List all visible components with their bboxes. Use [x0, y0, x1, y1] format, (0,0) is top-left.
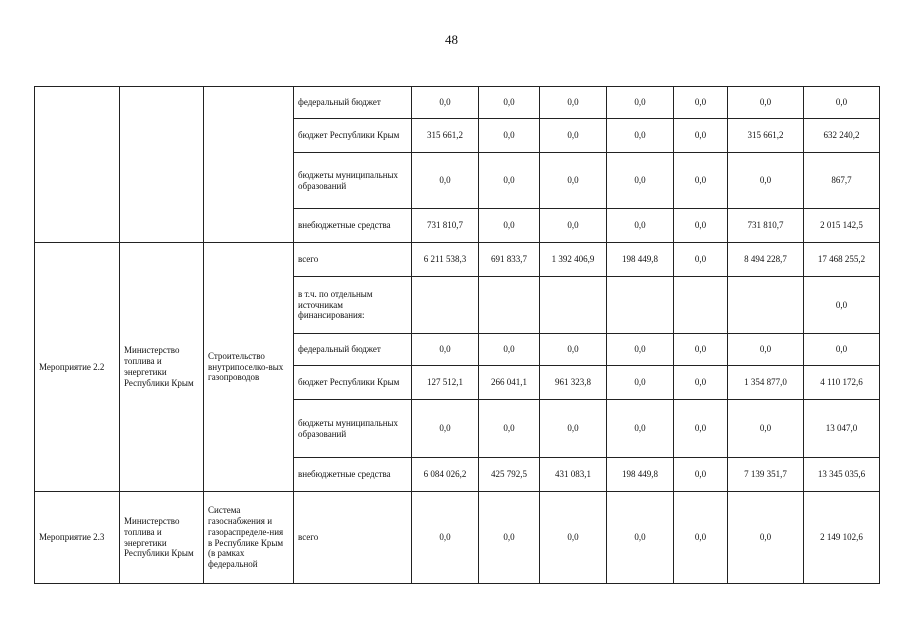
page-number: 48	[445, 32, 458, 47]
value-cell	[412, 277, 479, 334]
table-row	[35, 492, 880, 584]
value-cell: 0,0	[674, 334, 728, 366]
value-cell: 0,0	[479, 119, 540, 153]
value-cell: 867,7	[804, 153, 880, 209]
value-cell: 0,0	[479, 87, 540, 119]
table-row	[35, 87, 880, 119]
value-cell: 7 139 351,7	[728, 458, 804, 492]
funding-source: всего	[294, 492, 412, 584]
funding-source: федеральный бюджет	[294, 87, 412, 119]
value-cell: 431 083,1	[540, 458, 607, 492]
funding-source: бюджеты муниципальных образований	[294, 153, 412, 209]
value-cell: 0,0	[412, 400, 479, 458]
budget-table	[34, 86, 880, 584]
value-cell	[607, 277, 674, 334]
table-row	[35, 243, 880, 277]
event-executor: Министерство топлива и энергетики Республики Крым	[120, 243, 204, 492]
value-cell: 8 494 228,7	[728, 243, 804, 277]
funding-source: в т.ч. по отдельным источникам финансирования:	[294, 277, 412, 334]
event-title: Система газоснабжения и газораспределе-ния в Республике Крым (в рамках федеральной	[204, 492, 294, 584]
value-cell: 0,0	[728, 492, 804, 584]
value-cell: 6 084 026,2	[412, 458, 479, 492]
event-executor: Министерство топлива и энергетики Республики Крым	[120, 492, 204, 584]
value-cell: 0,0	[607, 153, 674, 209]
value-cell: 0,0	[607, 366, 674, 400]
value-cell: 0,0	[607, 334, 674, 366]
event-title: Строительство внутрипоселко-вых газопроводов	[204, 243, 294, 492]
value-cell: 315 661,2	[412, 119, 479, 153]
value-cell: 0,0	[540, 119, 607, 153]
value-cell: 13 047,0	[804, 400, 880, 458]
value-cell: 0,0	[674, 119, 728, 153]
value-cell: 1 392 406,9	[540, 243, 607, 277]
value-cell: 0,0	[728, 153, 804, 209]
event-name: Мероприятие 2.3	[35, 492, 120, 584]
funding-source: внебюджетные средства	[294, 209, 412, 243]
value-cell	[674, 277, 728, 334]
value-cell: 731 810,7	[412, 209, 479, 243]
value-cell: 632 240,2	[804, 119, 880, 153]
value-cell: 0,0	[479, 492, 540, 584]
funding-source: федеральный бюджет	[294, 334, 412, 366]
value-cell: 4 110 172,6	[804, 366, 880, 400]
value-cell: 0,0	[728, 87, 804, 119]
value-cell: 425 792,5	[479, 458, 540, 492]
value-cell: 13 345 035,6	[804, 458, 880, 492]
value-cell: 731 810,7	[728, 209, 804, 243]
value-cell: 0,0	[728, 400, 804, 458]
value-cell: 266 041,1	[479, 366, 540, 400]
value-cell: 0,0	[412, 87, 479, 119]
value-cell: 0,0	[540, 492, 607, 584]
value-cell: 0,0	[412, 153, 479, 209]
value-cell: 315 661,2	[728, 119, 804, 153]
value-cell: 0,0	[540, 87, 607, 119]
value-cell: 0,0	[540, 334, 607, 366]
funding-source: бюджеты муниципальных образований	[294, 400, 412, 458]
value-cell: 2 015 142,5	[804, 209, 880, 243]
value-cell: 0,0	[674, 458, 728, 492]
funding-source: всего	[294, 243, 412, 277]
value-cell: 0,0	[540, 209, 607, 243]
value-cell: 198 449,8	[607, 243, 674, 277]
value-cell: 0,0	[479, 209, 540, 243]
value-cell: 0,0	[412, 334, 479, 366]
value-cell: 0,0	[728, 334, 804, 366]
value-cell: 0,0	[674, 366, 728, 400]
value-cell: 1 354 877,0	[728, 366, 804, 400]
value-cell: 0,0	[540, 153, 607, 209]
funding-source: внебюджетные средства	[294, 458, 412, 492]
funding-source: бюджет Республики Крым	[294, 366, 412, 400]
value-cell: 2 149 102,6	[804, 492, 880, 584]
value-cell: 0,0	[804, 277, 880, 334]
funding-source: бюджет Республики Крым	[294, 119, 412, 153]
value-cell: 17 468 255,2	[804, 243, 880, 277]
value-cell: 0,0	[479, 153, 540, 209]
value-cell: 0,0	[674, 400, 728, 458]
value-cell: 0,0	[674, 492, 728, 584]
value-cell: 0,0	[479, 400, 540, 458]
value-cell: 0,0	[674, 153, 728, 209]
value-cell: 0,0	[804, 334, 880, 366]
value-cell: 0,0	[607, 119, 674, 153]
value-cell: 0,0	[479, 334, 540, 366]
value-cell: 6 211 538,3	[412, 243, 479, 277]
value-cell: 961 323,8	[540, 366, 607, 400]
value-cell: 0,0	[607, 87, 674, 119]
value-cell: 0,0	[674, 209, 728, 243]
value-cell	[728, 277, 804, 334]
value-cell: 127 512,1	[412, 366, 479, 400]
value-cell: 0,0	[674, 87, 728, 119]
continuation-executor-cell	[120, 87, 204, 243]
value-cell: 0,0	[607, 209, 674, 243]
value-cell: 0,0	[607, 400, 674, 458]
event-name: Мероприятие 2.2	[35, 243, 120, 492]
value-cell	[540, 277, 607, 334]
value-cell: 198 449,8	[607, 458, 674, 492]
value-cell: 0,0	[540, 400, 607, 458]
value-cell: 0,0	[674, 243, 728, 277]
value-cell: 691 833,7	[479, 243, 540, 277]
value-cell	[479, 277, 540, 334]
continuation-title-cell	[204, 87, 294, 243]
value-cell: 0,0	[804, 87, 880, 119]
continuation-event-cell	[35, 87, 120, 243]
value-cell: 0,0	[412, 492, 479, 584]
value-cell: 0,0	[607, 492, 674, 584]
